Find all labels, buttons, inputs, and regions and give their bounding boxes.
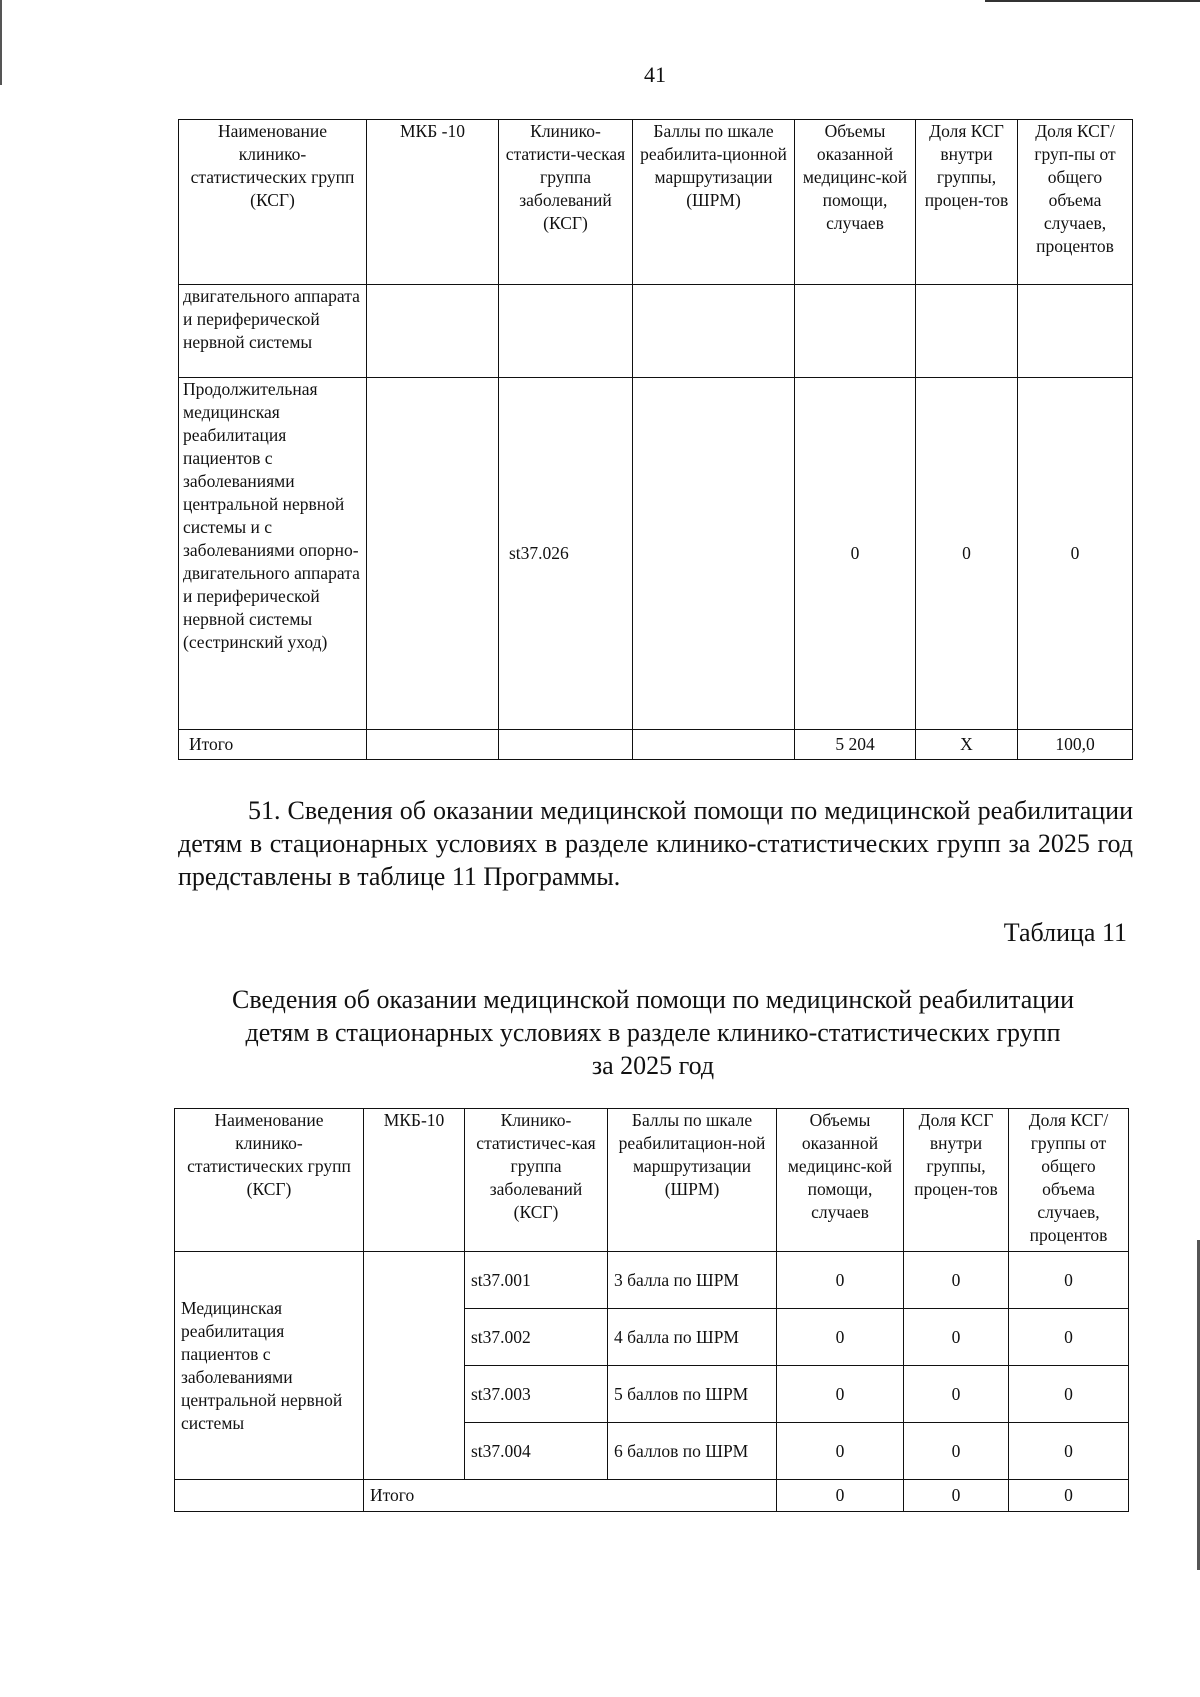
total-shrm [633,730,795,760]
row-share-total: 0 [1009,1309,1129,1366]
header-share-total: Доля КСГ/груп-пы от общего объема случаев, процентов [1018,120,1133,285]
header-shrm: Баллы по шкале реабилитацион-ной маршрутизации (ШРМ) [608,1109,777,1252]
row-share-total: 0 [1018,378,1133,730]
header-ksg-name: Наименование клинико-статистических групп (КСГ) [179,120,367,285]
group-mkb [364,1252,465,1480]
row-shrm: 5 баллов по ШРМ [608,1366,777,1423]
row-share-in-group: 0 [904,1366,1009,1423]
header-shrm: Баллы по шкале реабилита-ционной маршрутизации (ШРМ) [633,120,795,285]
row-shrm [633,378,795,730]
row-ksg: st37.002 [465,1309,608,1366]
table-row [179,378,1133,730]
table-label: Таблица 11 [1003,918,1127,947]
row-mkb [367,285,499,378]
header-ksg-code: Клинико-статисти-ческая группа заболеваний (КСГ) [499,120,633,285]
total-ksg [499,730,633,760]
table-row [179,285,1133,378]
header-share-in-group: Доля КСГ внутри группы, процен-тов [916,120,1018,285]
total-empty-cell [175,1480,364,1512]
header-ksg-name: Наименование клинико-статистических групп (КСГ) [175,1109,364,1252]
table-11 [174,1108,1129,1512]
total-share-in-group: 0 [904,1480,1009,1512]
row-ksg: st37.001 [465,1252,608,1309]
header-mkb: МКБ -10 [367,120,499,285]
row-share-total: 0 [1009,1252,1129,1309]
row-ksg: st37.004 [465,1423,608,1480]
row-name: Продолжительная медицинская реабилитация пациентов с заболеваниями центральной нервной системы и с заболеваниями опорно-двигательного аппарата и периферической нервной системы (сестринский уход) [179,378,367,730]
row-share-total [1018,285,1133,378]
row-ksg: st37.026 [499,378,633,730]
row-share-in-group: 0 [904,1252,1009,1309]
total-share-total: 0 [1009,1480,1129,1512]
table-header-row [179,120,1133,285]
table-title-line: детям в стационарных условиях в разделе клинико-статистических групп [245,1018,1061,1047]
total-label: Итого [179,730,367,760]
row-share-in-group [916,285,1018,378]
total-volume: 0 [777,1480,904,1512]
row-shrm [633,285,795,378]
table-title-line: Сведения об оказании медицинской помощи по медицинской реабилитации [232,985,1074,1014]
row-volume [795,285,916,378]
table-total-row [175,1480,1129,1512]
table-row [175,1252,1129,1309]
row-ksg: st37.003 [465,1366,608,1423]
header-share-in-group: Доля КСГ внутри группы, процен-тов [904,1109,1009,1252]
total-share-total: 100,0 [1018,730,1133,760]
header-volume: Объемы оказанной медицинс-кой помощи, случаев [795,120,916,285]
row-volume: 0 [777,1366,904,1423]
row-ksg [499,285,633,378]
table-continuation [178,119,1133,760]
paragraph-51: 51. Сведения об оказании медицинской помощи по медицинской реабилитации детям в стационарных условиях в разделе клинико-статистических групп за 2025 год представлены в таблице 11 Программы. [178,796,1133,891]
row-volume: 0 [777,1423,904,1480]
row-shrm: 3 балла по ШРМ [608,1252,777,1309]
row-share-in-group: 0 [916,378,1018,730]
row-share-in-group: 0 [904,1423,1009,1480]
group-name: Медицинская реабилитация пациентов с заболеваниями центральной нервной системы [175,1252,364,1480]
total-share-in-group: Х [916,730,1018,760]
row-name: двигательного аппарата и периферической нервной системы [179,285,367,378]
header-mkb: МКБ-10 [364,1109,465,1252]
row-shrm: 4 балла по ШРМ [608,1309,777,1366]
row-shrm: 6 баллов по ШРМ [608,1423,777,1480]
total-mkb [367,730,499,760]
table-total-row [179,730,1133,760]
table-header-row [175,1109,1129,1252]
header-volume: Объемы оказанной медицинс-кой помощи, случаев [777,1109,904,1252]
table-title-line: за 2025 год [591,1051,715,1080]
total-volume: 5 204 [795,730,916,760]
row-share-total: 0 [1009,1423,1129,1480]
page-number: 41 [644,62,666,87]
total-label: Итого [364,1480,777,1512]
row-mkb [367,378,499,730]
row-volume: 0 [777,1309,904,1366]
row-share-total: 0 [1009,1366,1129,1423]
header-ksg-code: Клинико-статистичес-кая группа заболеваний (КСГ) [465,1109,608,1252]
row-volume: 0 [795,378,916,730]
scan-edge-top [985,0,1200,2]
row-volume: 0 [777,1252,904,1309]
row-share-in-group: 0 [904,1309,1009,1366]
header-share-total: Доля КСГ/ группы от общего объема случаев, процентов [1009,1109,1129,1252]
table-title [170,983,1136,1082]
